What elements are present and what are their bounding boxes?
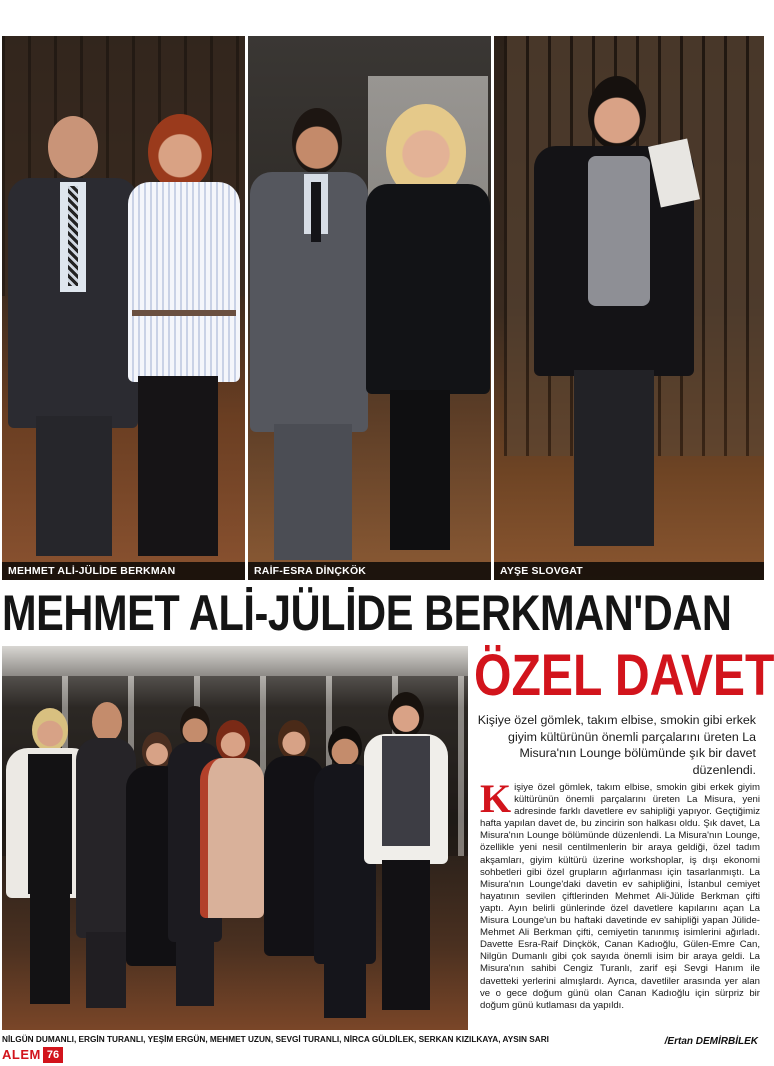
group-photo-caption: NİLGÜN DUMANLI, ERGİN TURANLI, YEŞİM ERGÜN, MEHMET UZUN, SEVGİ TURANLI, NİRCA GÜLDİLEK, SERKAN KIZILKAYA, AYSIN SARI (2, 1034, 549, 1044)
article-body (480, 776, 760, 1012)
figure-guest (364, 692, 448, 1016)
figure-guest (200, 720, 264, 1010)
magazine-brand: ALEM (2, 1047, 41, 1062)
figure-woman (128, 114, 242, 564)
photo-dinckok (248, 36, 491, 580)
figure-woman (534, 76, 694, 556)
page-footer (2, 1047, 63, 1063)
group-photo (2, 646, 468, 1030)
figure-man (248, 108, 368, 568)
photo-slovgat (494, 36, 764, 580)
page-number: 76 (43, 1047, 63, 1063)
article-body-text: işiye özel gömlek, takım elbise, smokin gibi erkek giyim kültürünün önemli parçalarını üreten La Misura, yeni adresinde farklı davetlere ev sahipliği yapıyor. Geçtiğimiz hafta yapılan davet de, bu zincirin son halkası oldu. Şık davet, La Misura'nın Lounge bölümünde düzenlendi. La Misura'nın Lounge, özellikle yeni nesil centilmenlerin bir araya geldiği, özel tadım akşamları, giyim kültürü üzerine workshoplar, iş dışı ekonomi sohbetleri gibi özel grupların ağırlanması için tasarlanmıştı. La Misura'nın Lounge'daki davetin ev sahipliğini, İstanbul cemiyet hayatının sevilen çiftlerinden Mehmet Ali-Jülide Berkman çifti yaptı. Ayın belirli günlerinde özel davetlere kapılarını açan La Misura Lounge'un bu haftaki davetinde ev sahipliği yapan Jülide-Mehmet Ali Berkman çifti, cemiyetin tanınmış isimlerini ağırladı. Davette Esra-Raif Dinçkök, Canan Kadıoğlu, Gülen-Emre Can, Nilgün Dumanlı gibi çok sayıda önemli isim bir araya geldi. La Misura'nın sahibi Cengiz Turanlı, zarif eşi Sevgi Hanım ile davetteki yerlerini almışlardı. Ayrıca, davetliler arasında yer alan ve o gece doğum günü olan Canan Kadıoğlu için sürpriz bir doğum günü kutlaması da yapıldı. (480, 782, 760, 1011)
drop-cap: K (480, 776, 512, 821)
photo-caption: MEHMET ALİ-JÜLİDE BERKMAN (2, 562, 245, 580)
photo-caption: AYŞE SLOVGAT (494, 562, 764, 580)
figure-woman (366, 104, 490, 574)
headline-accent: ÖZEL DAVET (474, 643, 774, 708)
photo-berkman (2, 36, 245, 580)
headline: MEHMET ALİ-JÜLİDE BERKMAN'DAN (2, 585, 732, 641)
author-byline: /Ertan DEMİRBİLEK (664, 1036, 758, 1047)
figure-man (8, 116, 138, 566)
photo-caption: RAİF-ESRA DİNÇKÖK (248, 562, 491, 580)
article-intro: Kişiye özel gömlek, takım elbise, smokin gibi erkek giyim kültürünün önemli parçalarını üreten La Misura'nın Lounge bölümünde şık bir davet düzenlendi. (477, 713, 756, 777)
